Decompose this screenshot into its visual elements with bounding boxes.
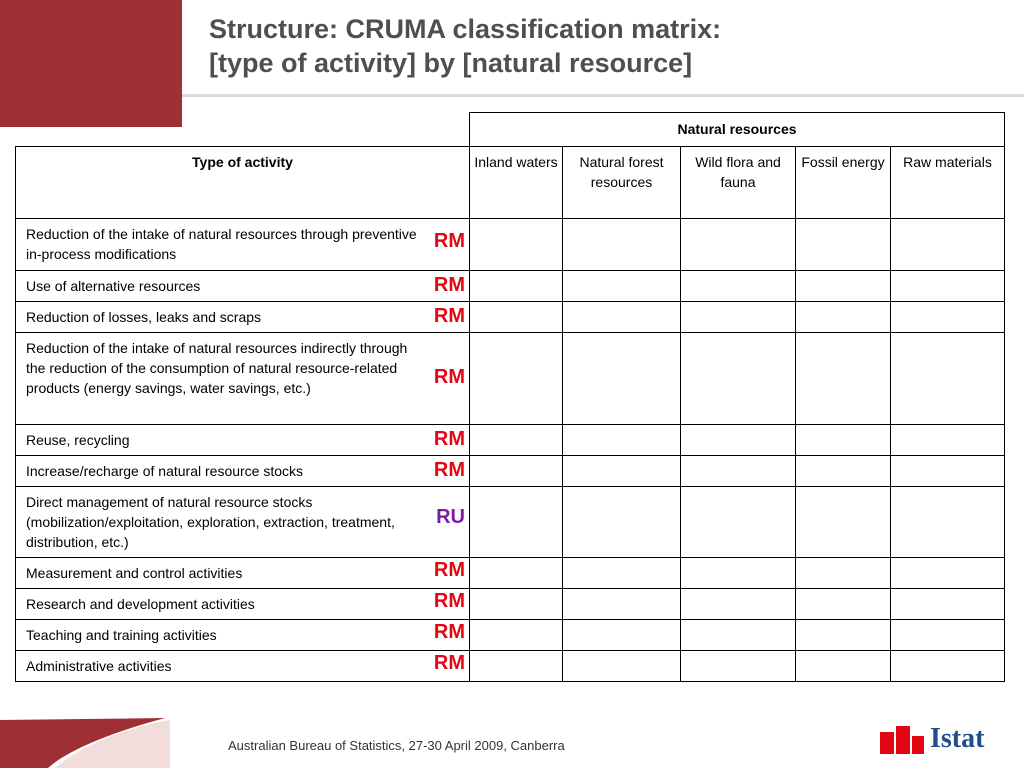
matrix-cell [563, 333, 681, 425]
activity-label: Reduction of the intake of natural resources through preventive in-process modifications [26, 226, 417, 262]
matrix-cell [796, 456, 891, 487]
matrix-cell [470, 487, 563, 558]
activity-cell [16, 302, 470, 333]
activity-label: Measurement and control activities [26, 565, 243, 581]
table-row [16, 620, 1005, 651]
matrix-cell [681, 302, 796, 333]
matrix-cell [796, 333, 891, 425]
matrix-cell [891, 302, 1005, 333]
matrix-cell [796, 558, 891, 589]
column-header-row [16, 147, 1005, 219]
matrix-cell [470, 302, 563, 333]
matrix-cell [891, 219, 1005, 271]
table-row [16, 651, 1005, 682]
matrix-cell [681, 651, 796, 682]
matrix-cell [470, 271, 563, 302]
matrix-cell [563, 425, 681, 456]
column-header-wild-flora-fauna: Wild flora and fauna [681, 147, 796, 219]
matrix-cell [891, 558, 1005, 589]
activity-label: Reduction of the intake of natural resources indirectly through the reduction of the consumption of natural resource-related products (energy savings, water savings, etc.) [26, 340, 408, 396]
matrix-cell [796, 487, 891, 558]
matrix-cell [563, 589, 681, 620]
matrix-cell [563, 651, 681, 682]
activity-code-badge: RU [436, 506, 465, 528]
activity-label: Teaching and training activities [26, 627, 217, 643]
matrix-cell [891, 456, 1005, 487]
activity-cell [16, 271, 470, 302]
natural-resources-header: Natural resources [470, 113, 1005, 147]
matrix-cell [891, 333, 1005, 425]
type-of-activity-header: Type of activity [16, 147, 470, 219]
matrix-cell [796, 219, 891, 271]
activity-cell [16, 487, 470, 558]
matrix-cell [681, 620, 796, 651]
matrix-cell [470, 219, 563, 271]
matrix-cell [891, 620, 1005, 651]
table-row [16, 487, 1005, 558]
matrix-cell [796, 620, 891, 651]
footer-wave-decoration [0, 708, 170, 768]
matrix-cell [681, 456, 796, 487]
table-row [16, 425, 1005, 456]
matrix-cell [563, 558, 681, 589]
activity-cell [16, 456, 470, 487]
matrix-cell [681, 487, 796, 558]
activity-cell [16, 620, 470, 651]
matrix-cell [891, 589, 1005, 620]
istat-logo-text: Istat [930, 723, 985, 754]
column-header-raw-materials: Raw materials [891, 147, 1005, 219]
matrix-cell [681, 219, 796, 271]
activity-label: Reuse, recycling [26, 432, 130, 448]
activity-label: Increase/recharge of natural resource stocks [26, 463, 304, 479]
table-row [16, 456, 1005, 487]
matrix-cell [563, 302, 681, 333]
group-header-row [16, 113, 1005, 147]
matrix-cell [470, 456, 563, 487]
table-row [16, 302, 1005, 333]
matrix-cell [470, 620, 563, 651]
table-row [16, 589, 1005, 620]
activity-cell [16, 425, 470, 456]
matrix-cell [470, 558, 563, 589]
activity-cell [16, 651, 470, 682]
matrix-cell [470, 425, 563, 456]
brand-corner-block [0, 0, 182, 127]
matrix-cell [681, 589, 796, 620]
table-row [16, 558, 1005, 589]
classification-matrix [15, 112, 1005, 682]
table-row [16, 219, 1005, 271]
column-header-inland-waters: Inland waters [470, 147, 563, 219]
table-row [16, 271, 1005, 302]
istat-logo [880, 724, 984, 754]
matrix-cell [681, 333, 796, 425]
matrix-cell [796, 302, 891, 333]
title-divider [182, 94, 1024, 97]
activity-code-badge: RM [433, 305, 465, 327]
table-row [16, 333, 1005, 425]
column-header-natural-forest-resources: Natural forest resources [563, 147, 681, 219]
activity-code-badge: RM [433, 652, 465, 674]
matrix-cell [563, 456, 681, 487]
column-header-fossil-energy: Fossil energy [796, 147, 891, 219]
activity-label: Reduction of losses, leaks and scraps [26, 309, 262, 325]
matrix-cell [891, 425, 1005, 456]
matrix-cell [470, 333, 563, 425]
activity-code-badge: RM [433, 366, 465, 388]
matrix-cell [796, 425, 891, 456]
activity-code-badge: RM [433, 559, 465, 581]
matrix-cell [563, 620, 681, 651]
matrix-cell [563, 271, 681, 302]
matrix-cell [563, 219, 681, 271]
activity-label: Research and development activities [26, 596, 255, 612]
activity-cell [16, 589, 470, 620]
slide-title-line-1: Structure: CRUMA classification matrix: [209, 14, 722, 44]
matrix-cell [891, 487, 1005, 558]
activity-label: Direct management of natural resource stocks (mobilization/exploitation, exploration, extraction, treatment, distribution, etc.) [26, 494, 395, 550]
matrix-cell [796, 271, 891, 302]
matrix-cell [681, 425, 796, 456]
matrix-cell [470, 651, 563, 682]
empty-corner-cell [16, 113, 470, 147]
activity-cell [16, 333, 470, 425]
activity-cell [16, 558, 470, 589]
matrix-cell [470, 589, 563, 620]
matrix-cell [891, 651, 1005, 682]
matrix-cell [563, 487, 681, 558]
matrix-cell [681, 558, 796, 589]
slide-title-line-2: [type of activity] by [natural resource] [209, 48, 693, 78]
activity-code-badge: RM [433, 428, 465, 450]
footer-event-text: Australian Bureau of Statistics, 27-30 April 2009, Canberra [228, 738, 565, 753]
matrix-cell [891, 271, 1005, 302]
matrix-cell [681, 271, 796, 302]
activity-label: Administrative activities [26, 658, 172, 674]
activity-cell [16, 219, 470, 271]
matrix-cell [796, 589, 891, 620]
activity-code-badge: RM [433, 274, 465, 296]
istat-logo-mark [880, 724, 926, 754]
matrix-cell [796, 651, 891, 682]
activity-code-badge: RM [433, 230, 465, 252]
slide-title [209, 12, 721, 80]
activity-code-badge: RM [433, 621, 465, 643]
activity-code-badge: RM [433, 590, 465, 612]
activity-code-badge: RM [433, 459, 465, 481]
activity-label: Use of alternative resources [26, 278, 201, 294]
